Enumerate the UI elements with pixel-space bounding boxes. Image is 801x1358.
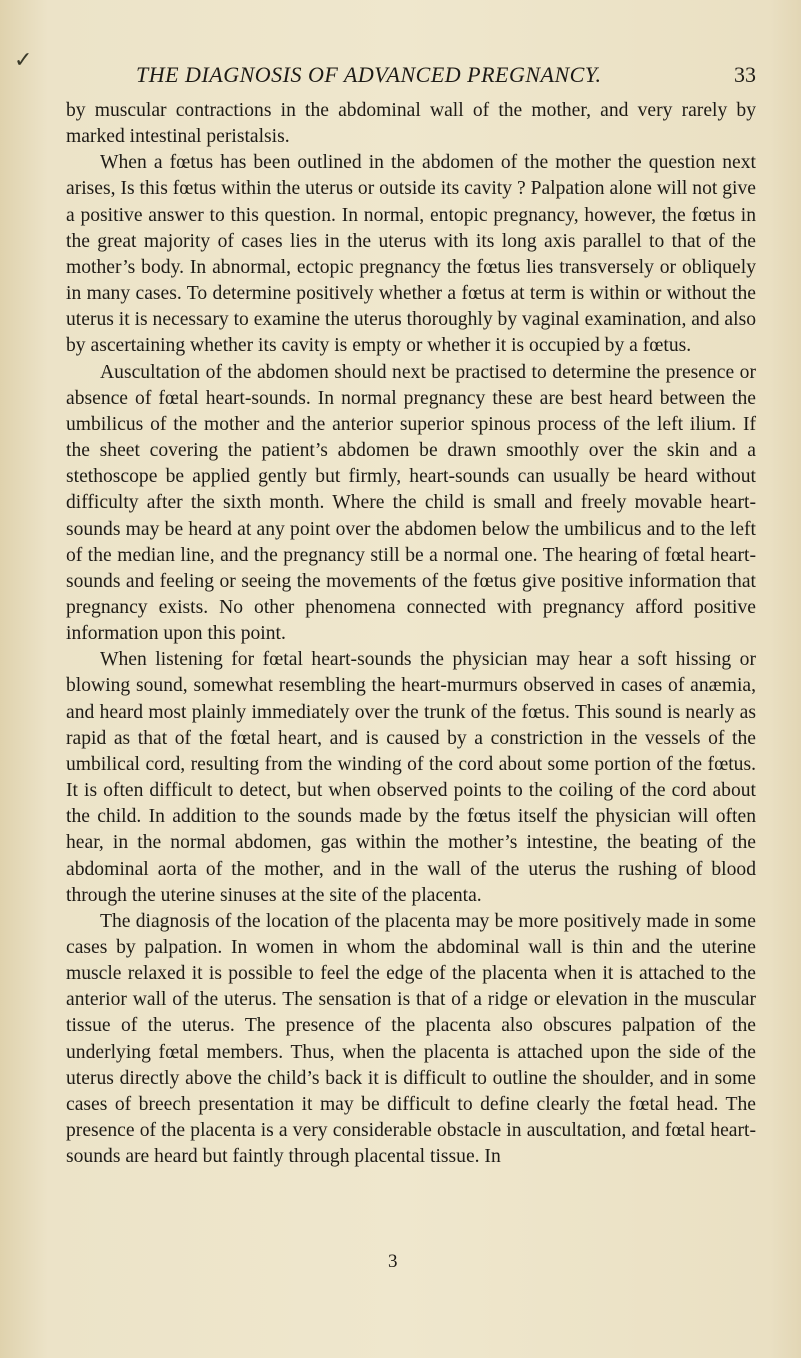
paragraph-foetus-location: When a fœtus has been outlined in the abdomen of the mother the question next arises, Is this fœtus within the uterus or outside its cavity ? Palpation alone will not give a positive answer to this question. In normal, entopic pregnancy, however, the fœtus in the great majority of cases lies in the uterus with its long axis parallel to that of the mother’s body. In abnormal, ectopic pregnancy the fœtus lies transversely or obliquely in many cases. To determine positively whether a fœtus at term is within or without the uterus it is necessary to examine the uterus thoroughly by vaginal examination, and also by ascertaining whether its cavity is empty or whether it is occupied by a fœtus. [66,152,756,357]
page-number: 33 [734,62,756,87]
body-text [66,98,756,1170]
paragraph-auscultation: Auscultation of the abdomen should next be practised to determine the presence or absence of fœtal heart-sounds. In normal pregnancy these are best heard between the umbilicus of the mother and the anterior superior spinous process of the left ilium. If the sheet covering the patient’s abdomen be drawn smoothly over the skin and a stethoscope be applied gently but firmly, heart-sounds can usually be heard without difficulty after the sixth month. Where the child is small and freely movable heart-sounds may be heard at any point over the abdomen below the umbilicus and to the left of the median line, and the pregnancy still be a normal one. The hearing of fœtal heart-sounds and feeling or seeing the movements of the fœtus give positive information that pregnancy exists. No other phenomena connected with pregnancy afford positive information upon this point. [66,361,756,645]
paragraph-placenta-diagnosis: The diagnosis of the location of the placenta may be more positively made in some cases by palpation. In women in whom the abdominal wall is thin and the uterine muscle relaxed it is possible to feel the edge of the placenta when it is attached to the anterior wall of the uterus. The sensation is that of a ridge or elevation in the muscular tissue of the uterus. The presence of the placenta also obscures palpation of the underlying fœtal members. Thus, when the placenta is attached upon the side of the uterus directly above the child’s back it is difficult to outline the shoulder, and in some cases of breech presentation it may be difficult to define clearly the fœtal head. The presence of the placenta is a very considerable obstacle in auscultation, and fœtal heart-sounds are heard but faintly through placental tissue. In [66,910,756,1168]
signature-mark: 3 [388,1251,398,1272]
running-head [66,62,756,90]
paragraph-continuation: by muscular contractions in the abdominal wall of the mother, and very rarely by marked intestinal peristalsis. [66,100,756,148]
paragraph-funic-souffle: When listening for fœtal heart-sounds the physician may hear a soft hissing or blowing sound, somewhat resembling the heart-murmurs observed in cases of anæmia, and heard most plainly immediately over the trunk of the fœtus. This sound is nearly as rapid as that of the fœtal heart, and is caused by a constriction in the vessels of the umbilical cord, resulting from the winding of the cord about some portion of the fœtus. It is often difficult to detect, but when observed points to the coiling of the cord about the child. In addition to the sounds made by the fœtus itself the physician will often hear, in the normal abdomen, gas within the mother’s intestine, the beating of the abdominal aorta of the mother, and in the wall of the uterus the rushing of blood through the uterine sinuses at the site of the placenta. [66,649,756,906]
running-title: THE DIAGNOSIS OF ADVANCED PREGNANCY. [136,62,602,87]
margin-check-mark: ✓ [14,48,33,73]
